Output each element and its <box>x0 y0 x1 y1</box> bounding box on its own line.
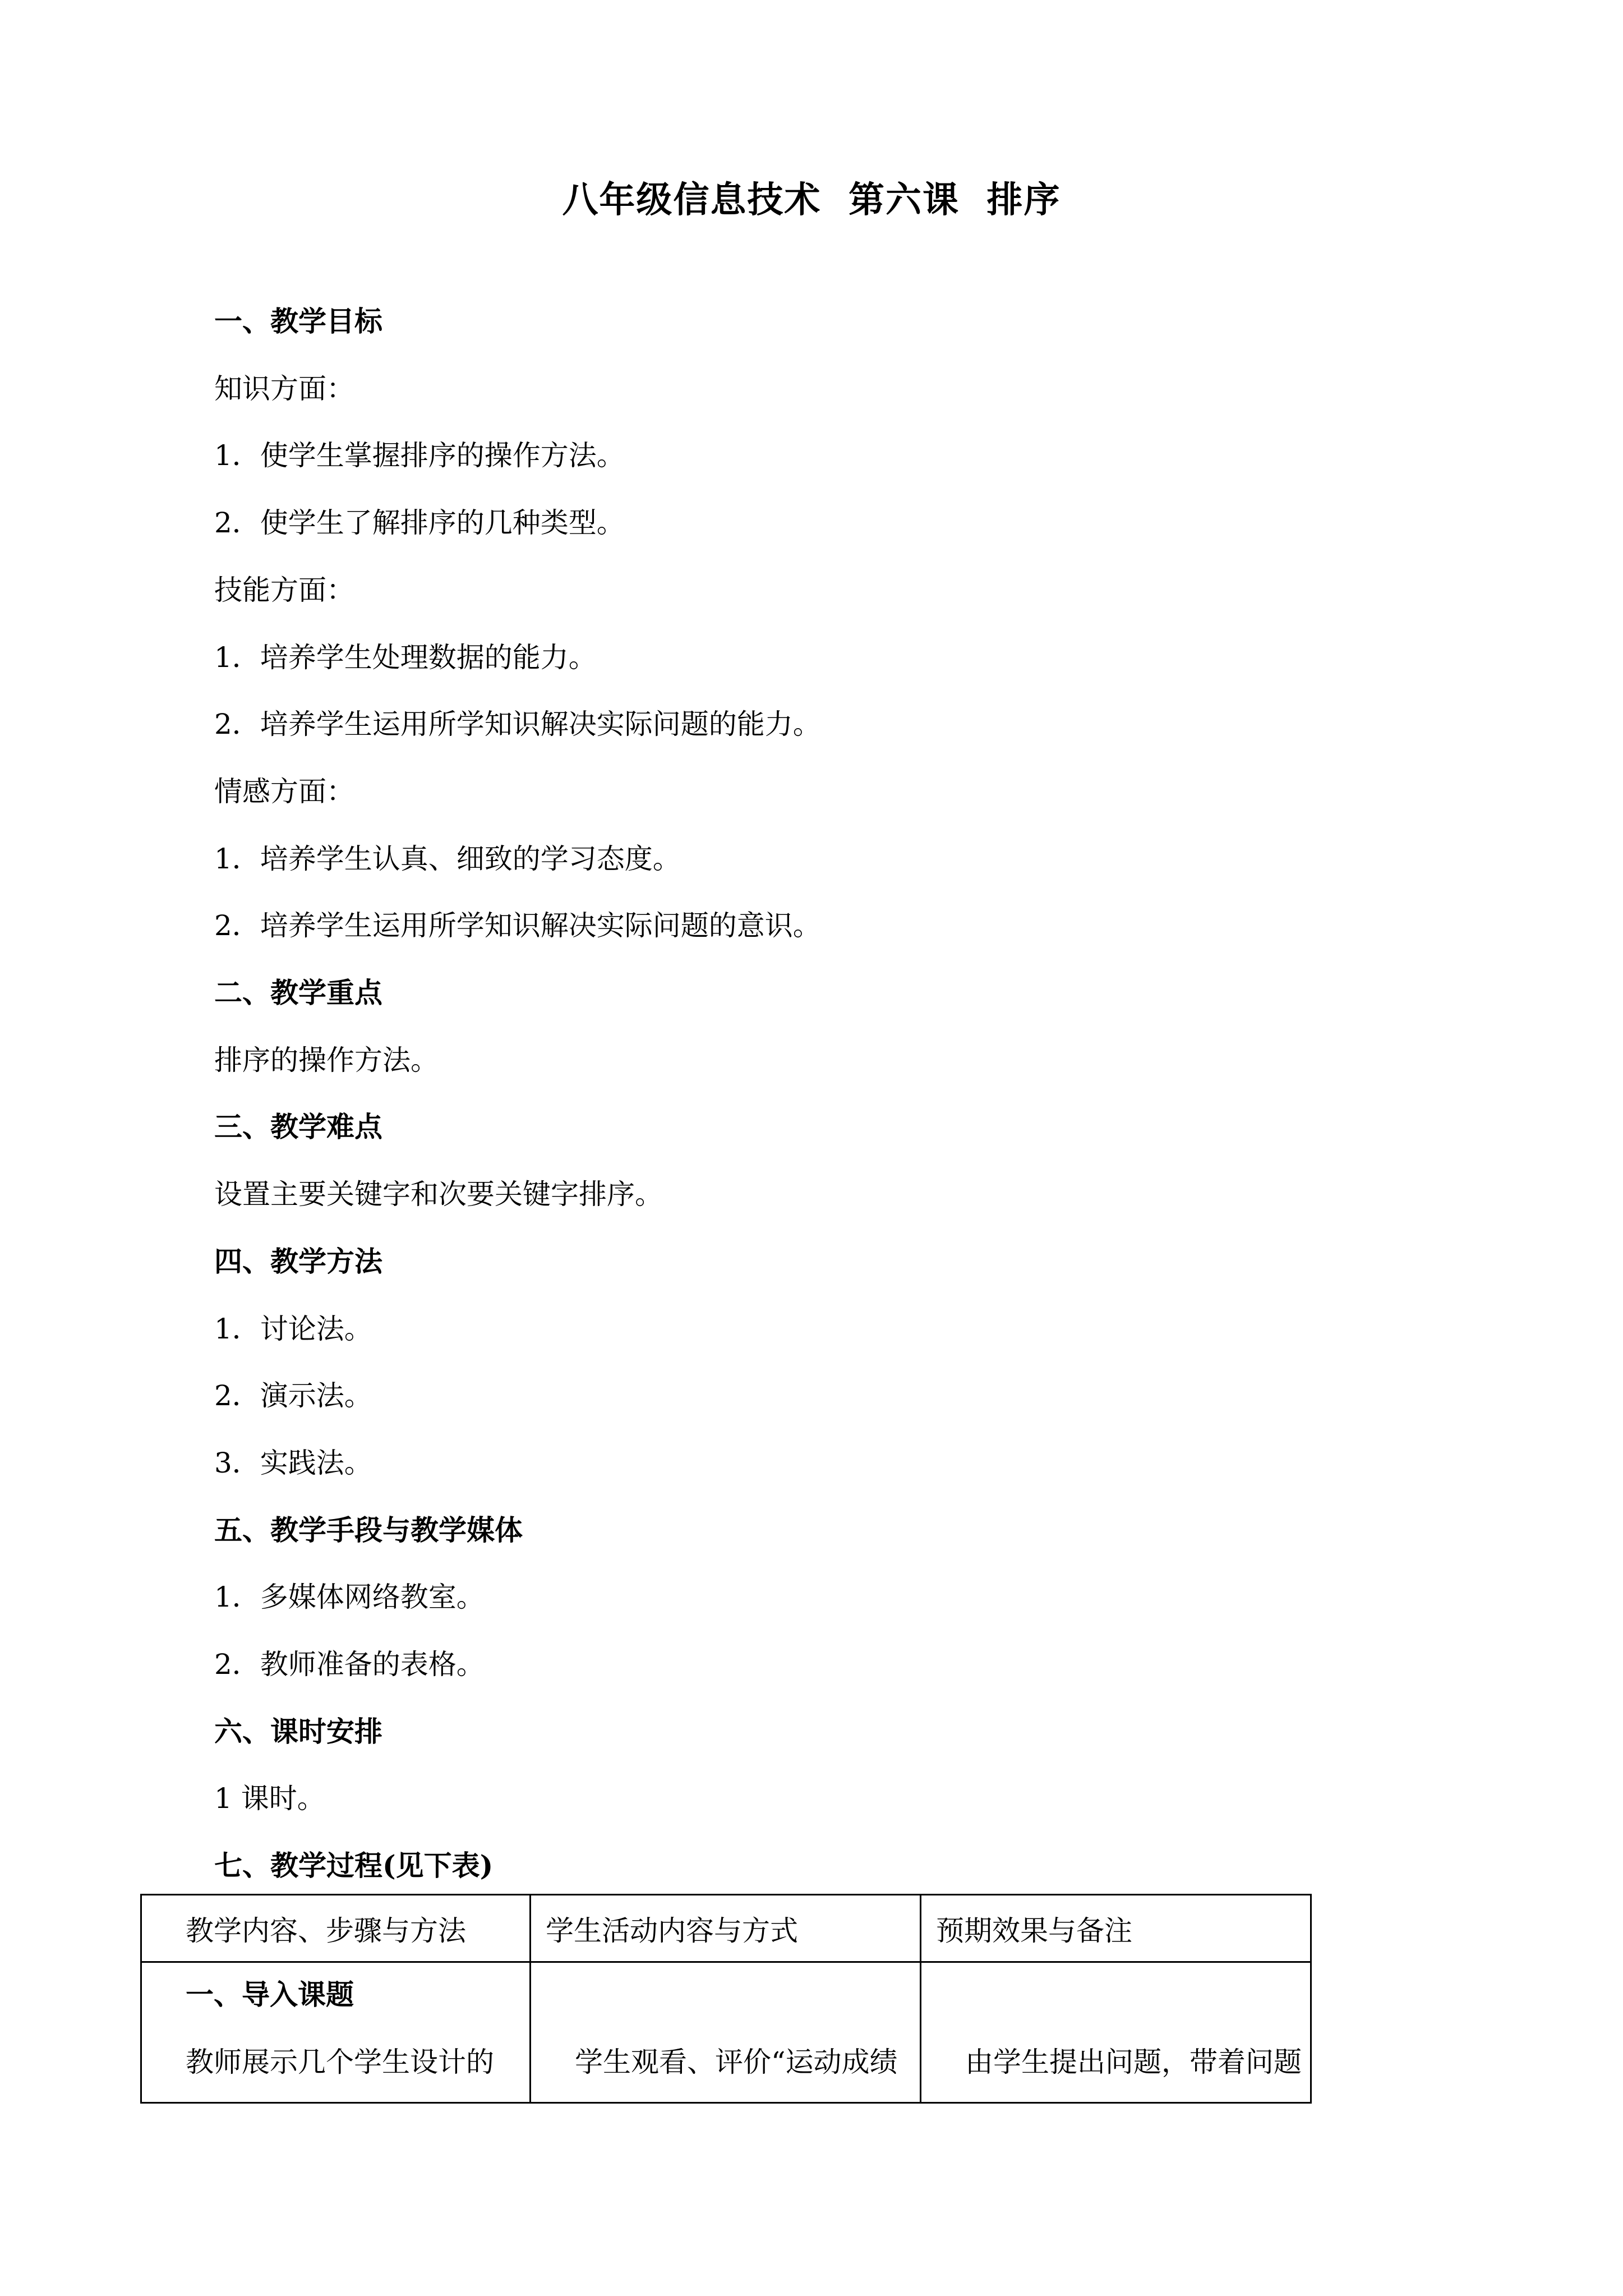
body-text-line: 2．教师准备的表格。 <box>214 1648 485 1681</box>
table-cell-text: 学生观看、评价“运动成绩 <box>575 2046 898 2078</box>
table-cell <box>531 1962 921 2103</box>
table-cell-text: 由学生提出问题，带着问题 <box>965 2046 1302 2078</box>
body-text-line: 排序的操作方法。 <box>214 1044 439 1076</box>
body-text-line: 2．培养学生运用所学知识解决实际问题的意识。 <box>214 909 821 942</box>
table-row <box>141 1962 1311 2103</box>
body-text-line: 2．使学生了解排序的几种类型。 <box>214 507 625 539</box>
body-text-line: 1 课时。 <box>214 1782 325 1815</box>
section-heading: 一、教学目标 <box>214 305 382 338</box>
page-title: 八年级信息技术 第六课 排序 <box>562 179 1061 221</box>
table-cell-heading: 一、导入课题 <box>186 1978 354 2011</box>
section-heading: 七、教学过程(见下表) <box>214 1849 494 1882</box>
body-text-line: 1．讨论法。 <box>214 1313 372 1345</box>
table-header-cell: 教学内容、步骤与方法 <box>141 1895 531 1962</box>
teaching-process-table <box>140 1894 1312 2104</box>
body-text-line: 设置主要关键字和次要关键字排序。 <box>214 1178 663 1211</box>
section-heading: 四、教学方法 <box>214 1245 382 1278</box>
table-cell <box>141 1962 531 2103</box>
body-text-line: 1．培养学生认真、细致的学习态度。 <box>214 843 681 875</box>
table-header-cell: 预期效果与备注 <box>921 1895 1311 1962</box>
body-text-line: 3．实践法。 <box>214 1447 372 1479</box>
table-header-row <box>141 1895 1311 1962</box>
table-header-cell: 学生活动内容与方式 <box>531 1895 921 1962</box>
body-text-line: 2．演示法。 <box>214 1379 372 1412</box>
body-text-line: 1．培养学生处理数据的能力。 <box>214 641 597 674</box>
body-text-line: 知识方面： <box>214 372 354 405</box>
body-text-line: 1．使学生掌握排序的操作方法。 <box>214 439 625 472</box>
section-heading: 五、教学手段与教学媒体 <box>214 1513 523 1547</box>
section-heading: 二、教学重点 <box>214 976 382 1009</box>
table-cell-text: 教师展示几个学生设计的 <box>186 2046 494 2078</box>
body-text-line: 2．培养学生运用所学知识解决实际问题的能力。 <box>214 708 821 740</box>
body-text-line: 1．多媒体网络教室。 <box>214 1581 485 1613</box>
table-cell <box>921 1962 1311 2103</box>
section-heading: 三、教学难点 <box>214 1110 382 1143</box>
body-text-line: 情感方面： <box>214 775 354 808</box>
section-heading: 六、课时安排 <box>214 1715 382 1748</box>
body-text-line: 技能方面： <box>214 574 354 606</box>
